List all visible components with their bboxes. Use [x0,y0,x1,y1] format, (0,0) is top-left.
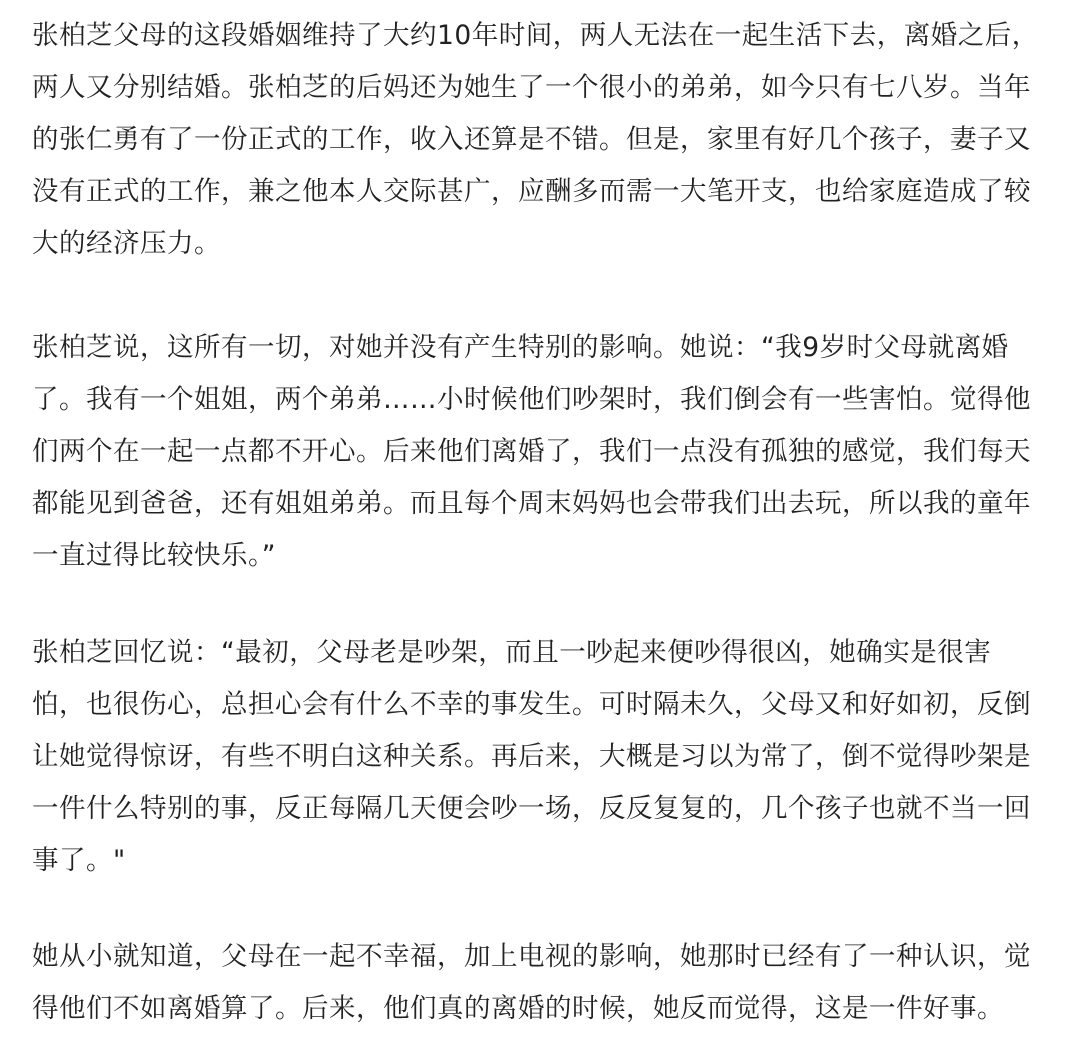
text-line: 张柏芝父母的这段婚姻维持了大约10年时间，两人无法在一起生活下去，离婚之后， [32,20,1039,51]
text-line: 大的经济压力。 [32,228,221,259]
text-line: 张柏芝说，这所有一切，对她并没有产生特别的影响。她说：“我9岁时父母就离婚 [32,332,1009,363]
text-line: 让她觉得惊讶，有些不明白这种关系。再后来，大概是习以为常了，倒不觉得吵架是 [32,741,1031,772]
text-line: 两人又分别结婚。张柏芝的后妈还为她生了一个很小的弟弟，如今只有七八岁。当年 [32,72,1031,103]
text-line: 没有正式的工作，兼之他本人交际甚广，应酬多而需一大笔开支，也给家庭造成了较 [32,176,1031,207]
text-line: 一件什么特别的事，反正每隔几天便会吵一场，反反复复的，几个孩子也就不当一回 [32,793,1031,824]
text-line: 都能见到爸爸，还有姐姐弟弟。而且每个周末妈妈也会带我们出去玩，所以我的童年 [32,488,1031,519]
text-line: 得他们不如离婚算了。后来，他们真的离婚的时候，她反而觉得，这是一件好事。 [32,993,1004,1024]
paragraph-1 [32,10,1039,270]
text-line: 了。我有一个姐姐，两个弟弟……小时候他们吵架时，我们倒会有一些害怕。觉得他 [32,384,1031,415]
paragraph-4 [32,931,1031,1035]
text-line: 张柏芝回忆说：“最初，父母老是吵架，而且一吵起来便吵得很凶，她确实是很害 [32,637,992,668]
text-line: 事了。" [32,845,126,876]
paragraph-3 [32,627,1031,887]
text-line: 怕，也很伤心，总担心会有什么不幸的事发生。可时隔未久，父母又和好如初，反倒 [32,689,1031,720]
text-line: 们两个在一起一点都不开心。后来他们离婚了，我们一点没有孤独的感觉，我们每天 [32,436,1031,467]
text-line: 一直过得比较快乐。” [32,540,276,571]
text-line: 她从小就知道，父母在一起不幸福，加上电视的影响，她那时已经有了一种认识，觉 [32,941,1031,972]
paragraph-2 [32,322,1031,582]
text-line: 的张仁勇有了一份正式的工作，收入还算是不错。但是，家里有好几个孩子，妻子又 [32,124,1031,155]
